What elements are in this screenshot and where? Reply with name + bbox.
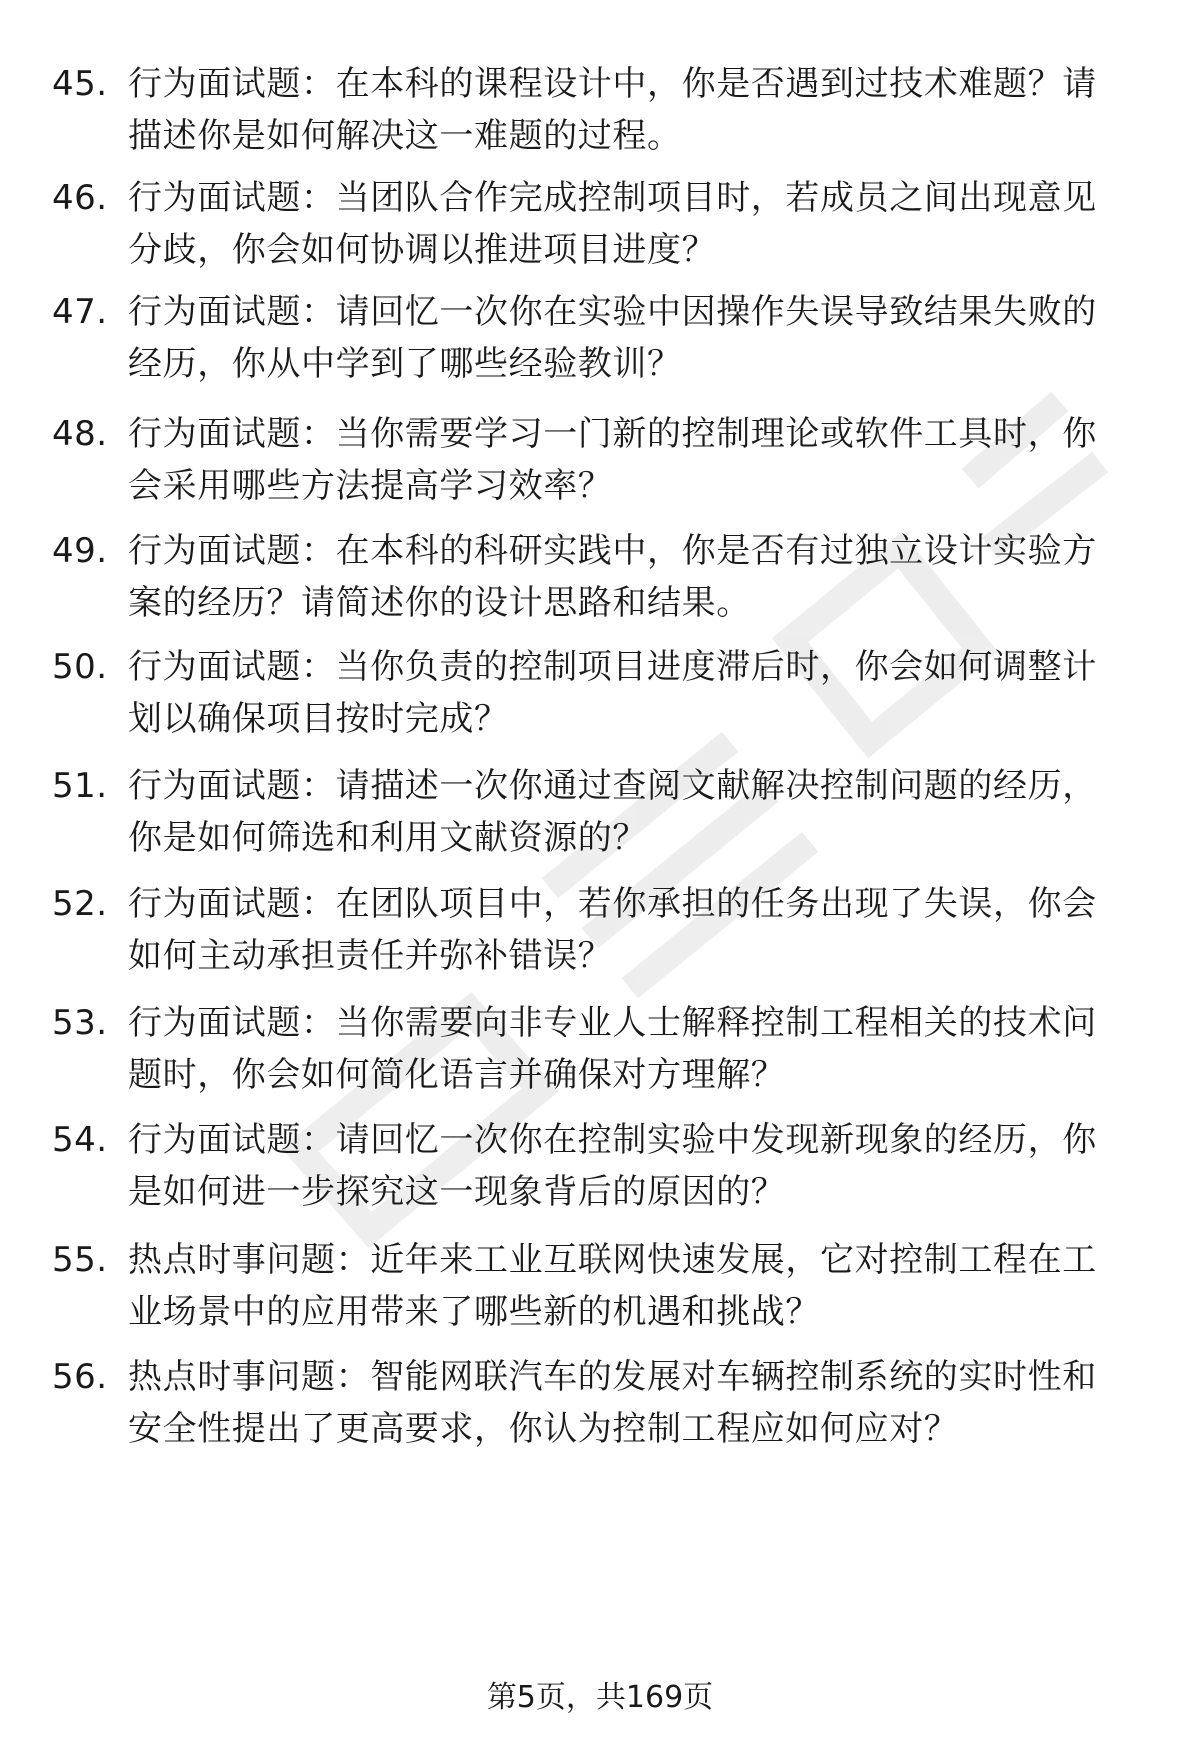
question-number: 48. [52,414,108,454]
question-text-line-2: 题时，你会如何简化语言并确保对方理解？ [128,1055,786,1095]
question-item-53 [0,997,1200,1107]
question-text-line-2: 是如何进一步探究这一现象背后的原因的？ [128,1172,786,1212]
question-item-51 [0,760,1200,870]
question-text-line-2: 经历，你从中学到了哪些经验教训？ [128,344,682,384]
question-text-line-1: 行为面试题：当你需要学习一门新的控制理论或软件工具时，你 [128,414,1097,454]
question-text-line-2: 安全性提出了更高要求，你认为控制工程应如何应对？ [128,1409,959,1449]
question-text-line-1: 行为面试题：当你需要向非专业人士解释控制工程相关的技术问 [128,1003,1097,1043]
question-item-46 [0,172,1200,282]
question-item-49 [0,525,1200,635]
question-text-line-1: 行为面试题：在本科的科研实践中，你是否有过独立设计实验方 [128,531,1097,571]
question-item-55 [0,1234,1200,1344]
page-number-label: 第5页，共169页 [486,1680,714,1715]
question-text-line-2: 案的经历？请简述你的设计思路和结果。 [128,583,751,623]
question-text-line-1: 热点时事问题：近年来工业互联网快速发展，它对控制工程在工 [128,1240,1097,1280]
question-text-line-1: 行为面试题：当团队合作完成控制项目时，若成员之间出现意见 [128,178,1097,218]
question-number: 55. [52,1240,108,1280]
question-text-line-1: 行为面试题：请描述一次你通过查阅文献解决控制问题的经历， [128,766,1097,806]
question-text-line-1: 行为面试题：在本科的课程设计中，你是否遇到过技术难题？请 [128,64,1097,104]
question-text-line-1: 行为面试题：当你负责的控制项目进度滞后时，你会如何调整计 [128,647,1097,687]
question-number: 46. [52,178,108,218]
question-text-line-2: 如何主动承担责任并弥补错误？ [128,936,613,976]
question-number: 52. [52,884,108,924]
question-number: 51. [52,766,108,806]
question-item-50 [0,641,1200,751]
question-text-line-2: 描述你是如何解决这一难题的过程。 [128,116,682,156]
question-number: 56. [52,1357,108,1397]
question-text-line-2: 会采用哪些方法提高学习效率？ [128,466,613,506]
question-item-48 [0,408,1200,518]
page-footer [0,1678,1200,1718]
question-number: 54. [52,1120,108,1160]
question-number: 49. [52,531,108,571]
question-number: 50. [52,647,108,687]
question-item-47 [0,286,1200,396]
question-number: 53. [52,1003,108,1043]
question-text-line-1: 行为面试题：请回忆一次你在实验中因操作失误导致结果失败的 [128,292,1097,332]
question-item-45 [0,58,1200,168]
question-text-line-2: 分歧，你会如何协调以推进项目进度？ [128,230,717,270]
question-text-line-1: 热点时事问题：智能网联汽车的发展对车辆控制系统的实时性和 [128,1357,1097,1397]
question-number: 45. [52,64,108,104]
question-number: 47. [52,292,108,332]
question-text-line-2: 你是如何筛选和利用文献资源的？ [128,818,647,858]
question-text-line-1: 行为面试题：在团队项目中，若你承担的任务出现了失误，你会 [128,884,1097,924]
question-text-line-1: 行为面试题：请回忆一次你在控制实验中发现新现象的经历，你 [128,1120,1097,1160]
question-item-52 [0,878,1200,988]
question-item-54 [0,1114,1200,1224]
question-text-line-2: 业场景中的应用带来了哪些新的机遇和挑战？ [128,1292,820,1332]
question-text-line-2: 划以确保项目按时完成？ [128,699,509,739]
question-item-56 [0,1351,1200,1461]
